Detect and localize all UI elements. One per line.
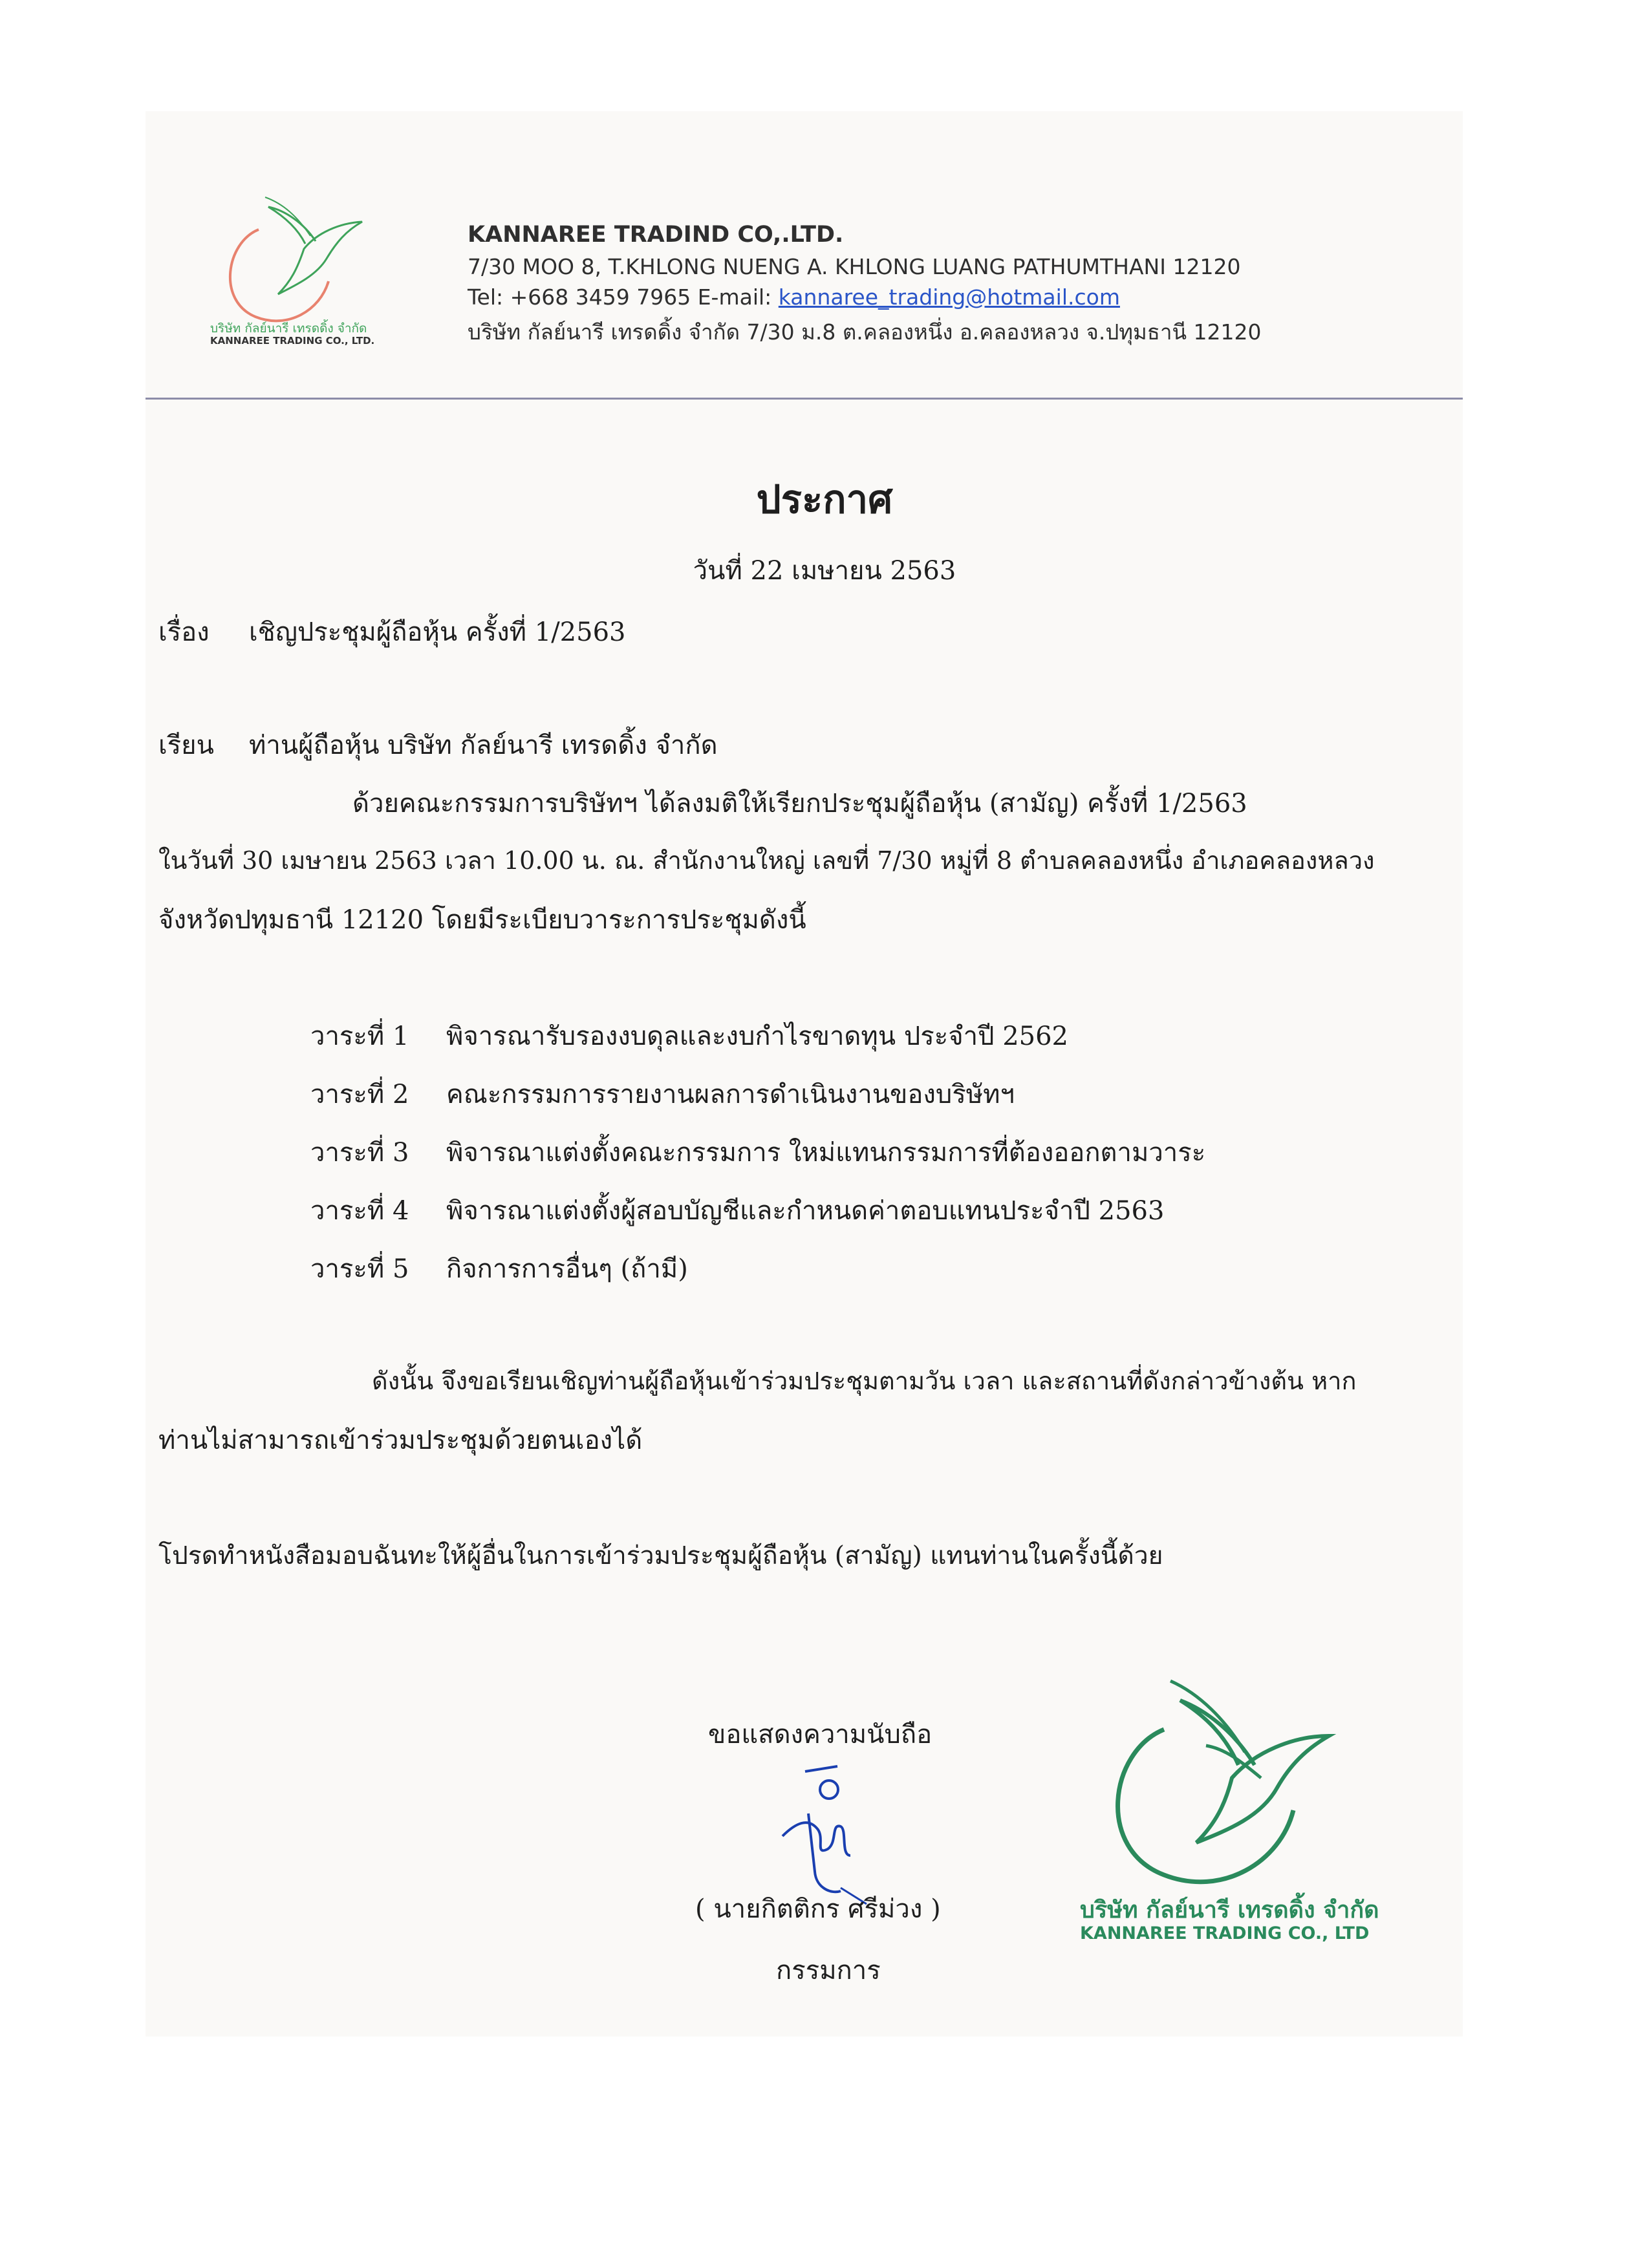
proxy-note: โปรดทำหนังสือมอบฉันทะให้ผู้อื่นในการเข้าร่วมประชุมผู้ถือหุ้น (สามัญ) แทนท่านในครั้งนี้ด้วย bbox=[158, 1541, 1163, 1570]
logo-caption-th: บริษัท กัลย์นารี เทรดดิ้ง จำกัด bbox=[210, 321, 367, 336]
agenda-label-3: วาระที่ 3 bbox=[310, 1138, 409, 1168]
stamp-bird-ring-icon bbox=[1067, 1655, 1403, 1914]
company-address-en: 7/30 MOO 8, T.KHLONG NUENG A. KHLONG LUANG PATHUMTHANI 12120 bbox=[468, 254, 1241, 279]
to-label: เรียน bbox=[158, 731, 214, 760]
agenda-label-2: วาระที่ 2 bbox=[310, 1080, 409, 1109]
contact-label: Tel: +668 3459 7965 E-mail: bbox=[468, 284, 779, 310]
intro-line-1: ด้วยคณะกรรมการบริษัทฯ ได้ลงมติให้เรียกประชุมผู้ถือหุ้น (สามัญ) ครั้งที่ 1/2563 bbox=[352, 789, 1247, 818]
agenda-label-5: วาระที่ 5 bbox=[310, 1254, 409, 1284]
company-name: KANNAREE TRADIND CO,.LTD. bbox=[468, 222, 844, 248]
document-date: วันที่ 22 เมษายน 2563 bbox=[693, 556, 956, 586]
email-link[interactable]: kannaree_trading@hotmail.com bbox=[778, 284, 1120, 310]
subject-label: เรื่อง bbox=[158, 617, 210, 647]
intro-line-2: ในวันที่ 30 เมษายน 2563 เวลา 10.00 น. ณ. สำนักงานใหญ่ เลขที่ 7/30 หมู่ที่ 8 ตำบลคลองหนึ่ง อำเภอคลองหลวง bbox=[158, 846, 1375, 875]
handwritten-signature-icon bbox=[770, 1759, 899, 1907]
signatory-name: ( นายกิตติกร ศรีม่วง ) bbox=[695, 1894, 941, 1924]
stamp-caption-en: KANNAREE TRADING CO., LTD bbox=[1080, 1923, 1370, 1943]
closing-line-1: ดังนั้น จึงขอเรียนเชิญท่านผู้ถือหุ้นเข้าร่วมประชุมตามวัน เวลา และสถานที่ดังกล่าวข้างต้น หาก bbox=[372, 1367, 1357, 1395]
document-title: ประกาศ bbox=[756, 477, 893, 522]
company-address-th: บริษัท กัลย์นารี เทรดดิ้ง จำกัด 7/30 ม.8 ต.คลองหนึ่ง อ.คลองหลวง จ.ปทุมธานี 12120 bbox=[468, 319, 1262, 345]
subject-text: เชิญประชุมผู้ถือหุ้น ครั้งที่ 1/2563 bbox=[249, 617, 626, 647]
agenda-text-2: คณะกรรมการรายงานผลการดำเนินงานของบริษัทฯ bbox=[446, 1080, 1015, 1109]
company-logo bbox=[207, 171, 382, 352]
signature-mark bbox=[770, 1759, 899, 1907]
agenda-label-4: วาระที่ 4 bbox=[310, 1196, 409, 1226]
intro-line-3: จังหวัดปทุมธานี 12120 โดยมีระเบียบวาระการประชุมดังนี้ bbox=[158, 905, 806, 935]
regards-text: ขอแสดงความนับถือ bbox=[708, 1720, 932, 1749]
stamp-caption-th: บริษัท กัลย์นารี เทรดดิ้ง จำกัด bbox=[1080, 1897, 1379, 1923]
agenda-text-5: กิจการการอื่นๆ (ถ้ามี) bbox=[446, 1254, 688, 1284]
to-text: ท่านผู้ถือหุ้น บริษัท กัลย์นารี เทรดดิ้ง จำกัด bbox=[249, 731, 718, 760]
agenda-label-1: วาระที่ 1 bbox=[310, 1022, 409, 1051]
logo-caption-en: KANNAREE TRADING CO., LTD. bbox=[210, 335, 375, 347]
agenda-text-4: พิจารณาแต่งตั้งผู้สอบบัญชีและกำหนดค่าตอบแทนประจำปี 2563 bbox=[446, 1196, 1165, 1226]
signatory-position: กรรมการ bbox=[776, 1956, 881, 1985]
company-contact bbox=[468, 284, 1120, 310]
agenda-text-1: พิจารณารับรองงบดุลและงบกำไรขาดทุน ประจำปี 2562 bbox=[446, 1022, 1068, 1051]
closing-line-2: ท่านไม่สามารถเข้าร่วมประชุมด้วยตนเองได้ bbox=[158, 1426, 643, 1455]
company-stamp bbox=[1067, 1655, 1403, 1965]
header-divider bbox=[146, 398, 1463, 400]
agenda-text-3: พิจารณาแต่งตั้งคณะกรรมการ ใหม่แทนกรรมการที่ต้องออกตามวาระ bbox=[446, 1138, 1206, 1168]
